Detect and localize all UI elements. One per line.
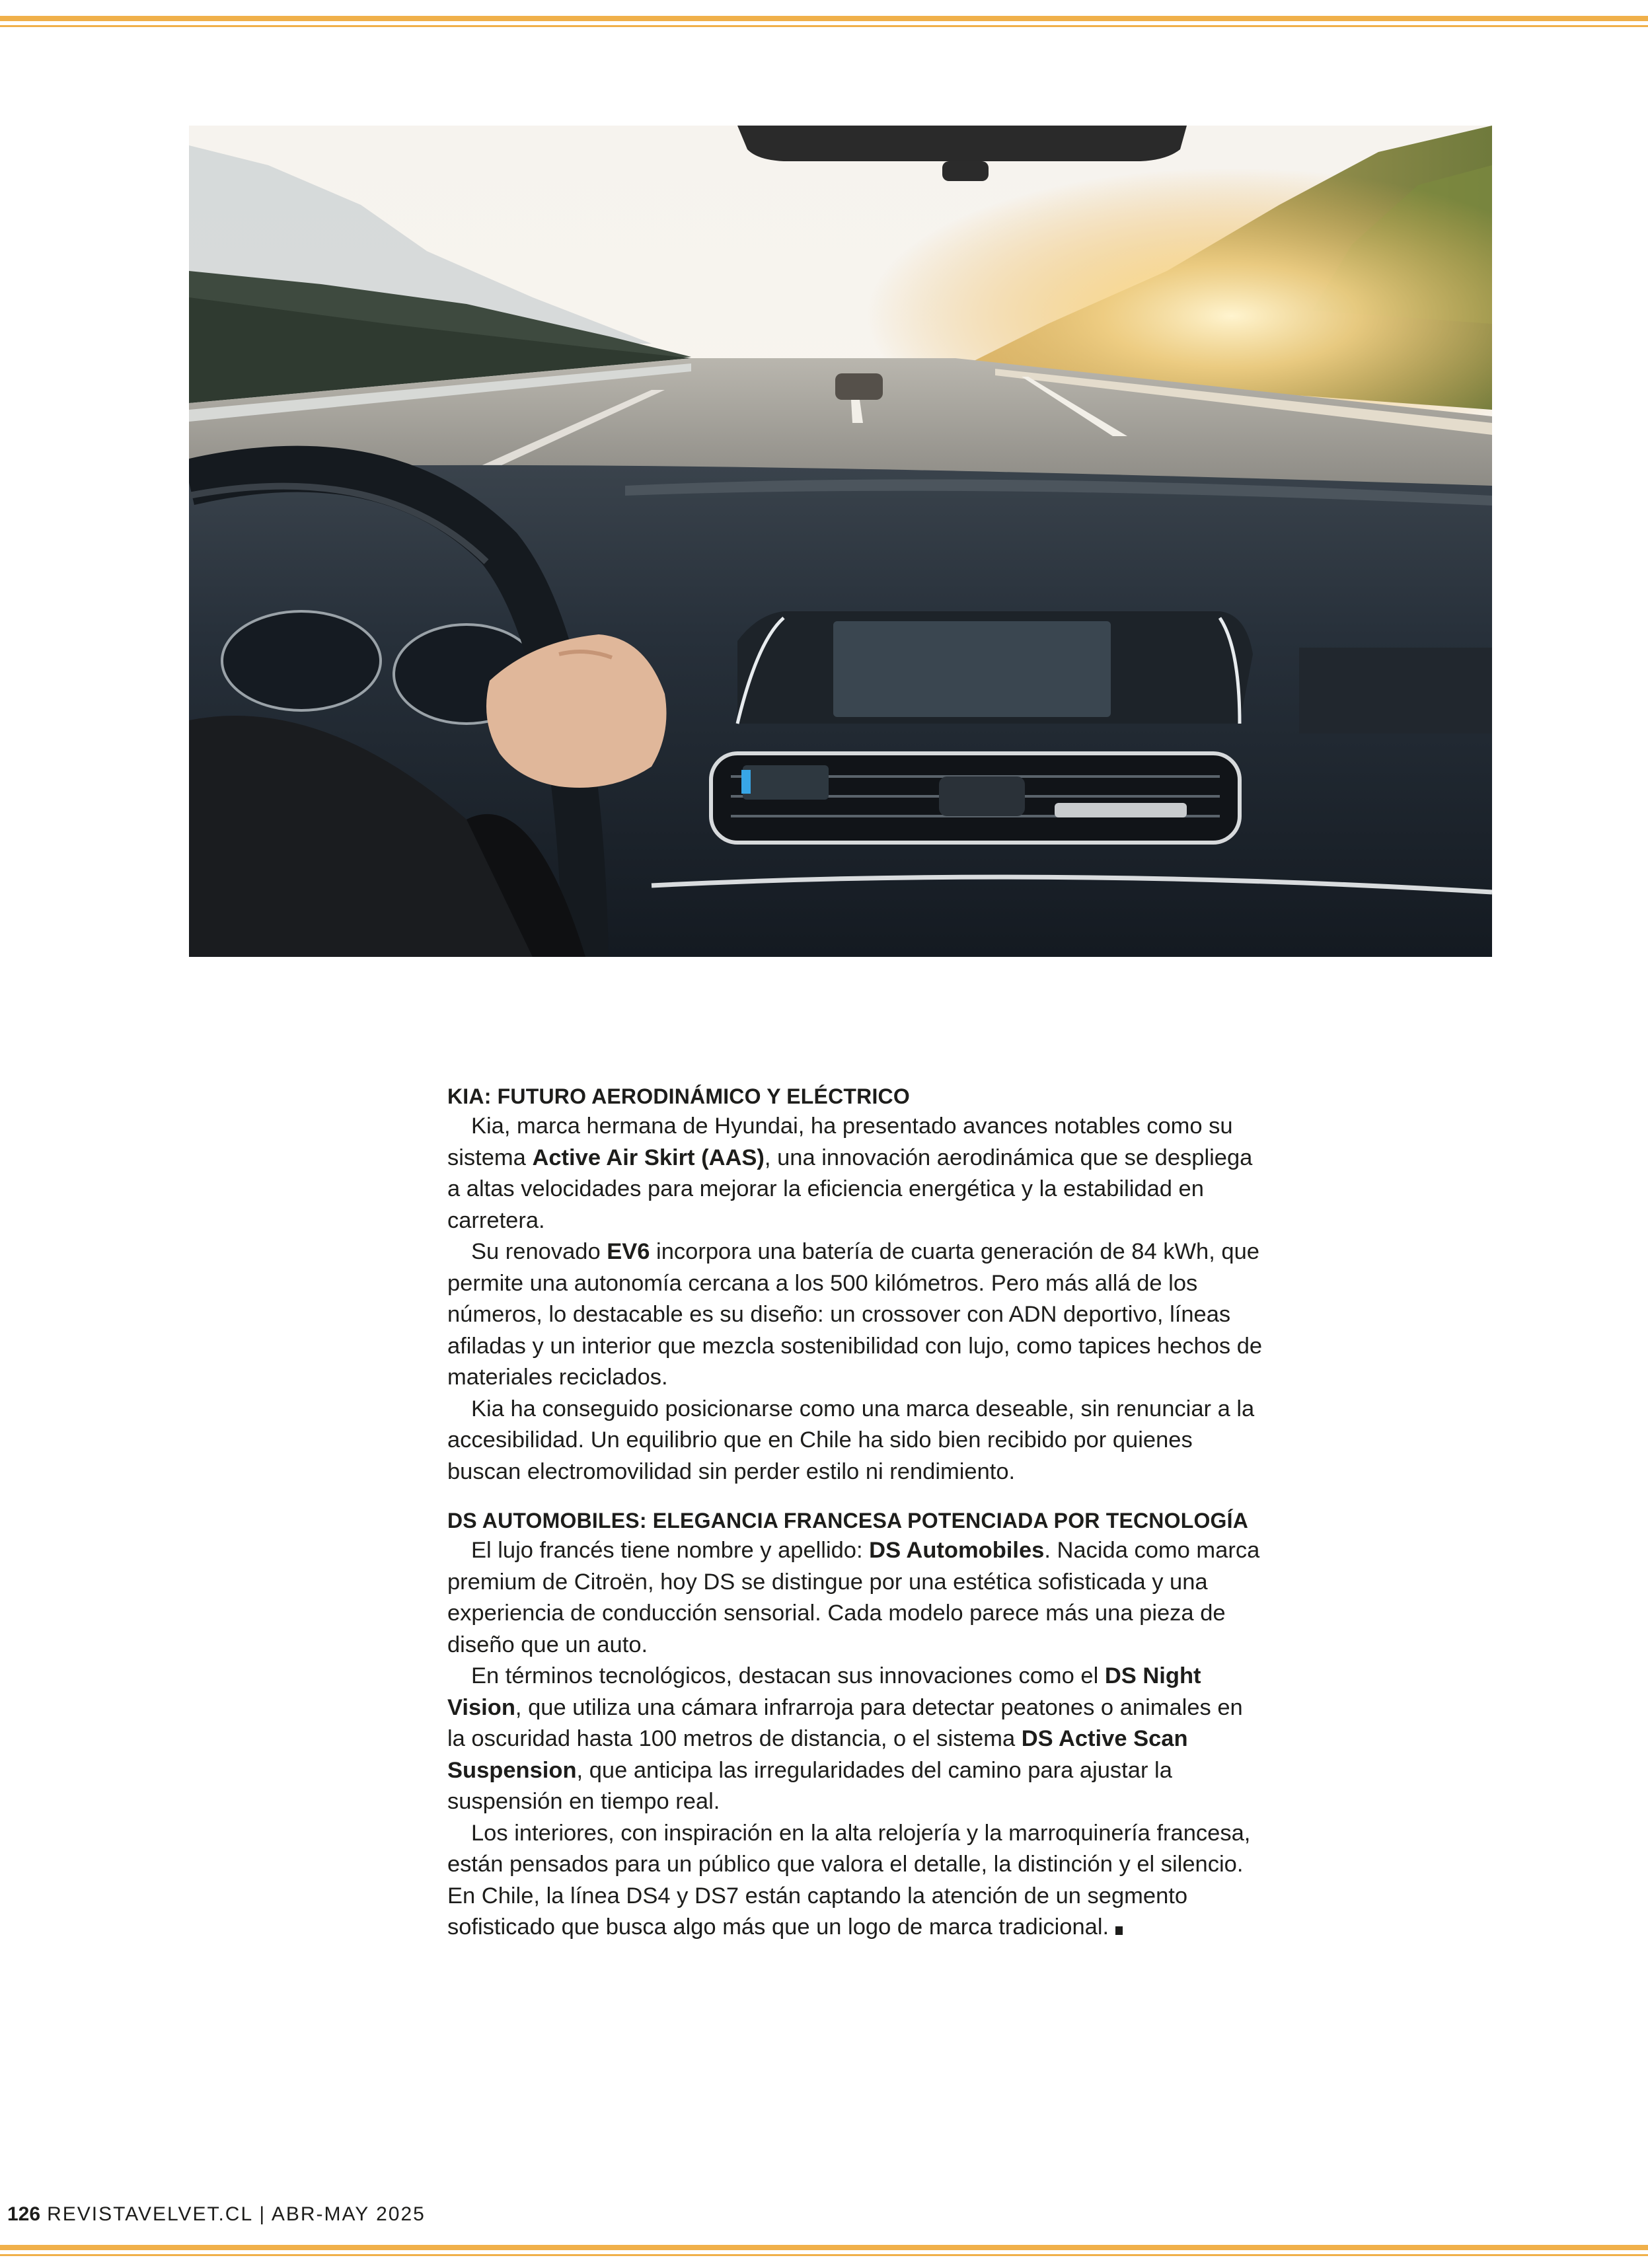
paragraph: Su renovado EV6 incorpora una batería de cuarta generación de 84 kWh, que permite una autonomía cercana a los 500 kilómetros. Pero más allá de los números, lo destacable es su diseño: un crossover con ADN deportivo, líneas afiladas y un interior que mezcla sostenibilidad con lujo, como tapices hechos de materiales reciclados. xyxy=(447,1239,1263,1390)
paragraph: Kia ha conseguido posicionarse como una marca deseable, sin renunciar a la accesibilidad. Un equilibrio que en Chile ha sido bien recibido por quienes buscan electromovilidad sin perder estilo ni rendimiento. xyxy=(447,1396,1255,1484)
dashboard-photo xyxy=(189,126,1492,957)
page-footer xyxy=(7,2203,426,2226)
page-number: 126 xyxy=(7,2203,41,2225)
top-rule-thin xyxy=(0,25,1648,27)
article-body xyxy=(447,1082,1267,1944)
section-heading-kia: KIA: FUTURO AERODINÁMICO Y ELÉCTRICO xyxy=(447,1084,910,1108)
bold-term: DS Active Scan Suspension xyxy=(447,1726,1188,1783)
top-rule-thick xyxy=(0,16,1648,21)
bold-term: DS Automobiles xyxy=(869,1538,1045,1563)
bottom-rule-thick xyxy=(0,2245,1648,2250)
paragraph: El lujo francés tiene nombre y apellido: DS Automobiles. Nacida como marca premium de Citroën, hoy DS se distingue por una estética sofisticada y una experiencia de conducción sensorial. Cada modelo parece más una pieza de diseño que un auto. xyxy=(447,1538,1260,1657)
bold-term: DS Night Vision xyxy=(447,1663,1201,1720)
publication-info: REVISTAVELVET.CL | ABR-MAY 2025 xyxy=(47,2203,426,2225)
paragraph-final: Los interiores, con inspiración en la alta relojería y la marroquinería francesa, están pensados para un público que valora el detalle, la distinción y el silencio. En Chile, la línea DS4 y DS7 están captando la atención de un segmento sofisticado que busca algo más que un logo de marca tradicional. xyxy=(447,1820,1251,1940)
paragraph: En términos tecnológicos, destacan sus innovaciones como el DS Night Vision, que utiliza una cámara infrarroja para detectar peatones o animales en la oscuridad hasta 100 metros de distancia, o el sistema DS Active Scan Suspension, que anticipa las irregularidades del camino para ajustar la suspensión en tiempo real. xyxy=(447,1663,1243,1814)
bold-term: EV6 xyxy=(607,1239,650,1264)
bottom-rule-thin xyxy=(0,2254,1648,2256)
bold-term: Active Air Skirt (AAS) xyxy=(532,1145,765,1170)
end-of-article-mark xyxy=(1115,1926,1123,1935)
paragraph: Kia, marca hermana de Hyundai, ha presentado avances notables como su sistema Active Air Skirt (AAS), una innovación aerodinámica que se despliega a altas velocidades para mejorar la eficiencia energética y la estabilidad en carretera. xyxy=(447,1114,1253,1233)
section-heading-ds: DS AUTOMOBILES: ELEGANCIA FRANCESA POTENCIADA POR TECNOLOGÍA xyxy=(447,1509,1249,1532)
